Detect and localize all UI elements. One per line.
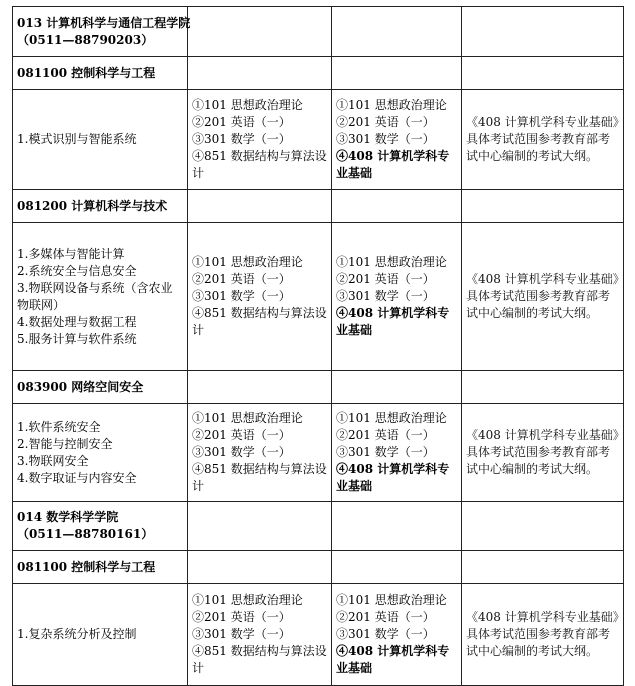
exam-subject: ①101 思想政治理论 xyxy=(192,255,303,269)
empty-cell xyxy=(188,551,332,584)
college-phone: （0511—88790203） xyxy=(17,32,154,47)
exam-subject: ③301 数学（一） xyxy=(192,445,291,459)
remark-cell: 《408 计算机学科专业基础》具体考试范围参考教育部考试中心编制的考试大纲。 xyxy=(462,404,624,502)
exam-subject: ③301 数学（一） xyxy=(336,627,435,641)
table-row xyxy=(13,404,624,502)
exam-subject-408: ④408 计算机学科专业基础 xyxy=(336,306,450,337)
exam-subject: ②201 英语（一） xyxy=(192,115,291,129)
major-name: 081100 控制科学与工程 xyxy=(13,57,188,90)
exam-subject: ③301 数学（一） xyxy=(192,289,291,303)
directions-cell xyxy=(13,584,188,686)
exam-subjects-cell xyxy=(188,404,332,502)
directions-cell xyxy=(13,223,188,371)
exam-subject: ③301 数学（一） xyxy=(192,132,291,146)
direction-item: 5.服务计算与软件系统 xyxy=(17,331,137,346)
exam-subject: ④851 数据结构与算法设计 xyxy=(192,644,327,675)
empty-cell xyxy=(462,190,624,223)
empty-cell xyxy=(332,371,462,404)
remark-cell: 《408 计算机学科专业基础》具体考试范围参考教育部考试中心编制的考试大纲。 xyxy=(462,90,624,190)
exam-subject: ②201 英语（一） xyxy=(336,115,435,129)
major-name: 081100 控制科学与工程 xyxy=(13,551,188,584)
table-row xyxy=(13,7,624,57)
direction-item: 1.复杂系统分析及控制 xyxy=(17,627,137,641)
alt-exam-subjects-cell xyxy=(332,90,462,190)
remark-cell: 《408 计算机学科专业基础》具体考试范围参考教育部考试中心编制的考试大纲。 xyxy=(462,584,624,686)
direction-item: 1.模式识别与智能系统 xyxy=(17,132,137,146)
college-name: 013 计算机科学与通信工程学院 xyxy=(17,15,191,30)
college-cell xyxy=(13,7,191,57)
exam-subject: ①101 思想政治理论 xyxy=(192,98,303,112)
empty-cell xyxy=(188,57,332,90)
table-row xyxy=(13,584,624,686)
exam-subject: ②201 英语（一） xyxy=(192,610,291,624)
exam-subject: ②201 英语（一） xyxy=(336,272,435,286)
empty-cell xyxy=(462,502,624,551)
exam-subject: ④851 数据结构与算法设计 xyxy=(192,462,327,493)
exam-subject: ②201 英语（一） xyxy=(336,610,435,624)
direction-item: 1.多媒体与智能计算 xyxy=(17,246,125,261)
exam-subject: ②201 英语（一） xyxy=(192,428,291,442)
exam-subject: ①101 思想政治理论 xyxy=(192,411,303,425)
direction-item: 2.系统安全与信息安全 xyxy=(17,263,137,278)
empty-cell xyxy=(332,190,462,223)
exam-subject: ③301 数学（一） xyxy=(336,289,435,303)
college-name: 014 数学科学学院 xyxy=(17,510,119,524)
exam-subject: ④851 数据结构与算法设计 xyxy=(192,306,327,337)
college-cell xyxy=(13,502,188,551)
exam-subjects-cell xyxy=(188,223,332,371)
exam-subjects-cell xyxy=(188,90,332,190)
table-row xyxy=(13,223,624,371)
admissions-catalog-table xyxy=(12,6,624,686)
direction-item: 2.智能与控制安全 xyxy=(17,436,113,451)
exam-subject: ②201 英语（一） xyxy=(192,272,291,286)
exam-subject: ④851 数据结构与算法设计 xyxy=(192,149,327,180)
direction-item: 1.软件系统安全 xyxy=(17,419,101,434)
direction-item: 4.数字取证与内容安全 xyxy=(17,470,137,485)
empty-cell xyxy=(332,7,462,57)
empty-cell xyxy=(188,371,332,404)
table-row xyxy=(13,502,624,551)
exam-subject: ②201 英语（一） xyxy=(336,428,435,442)
empty-cell xyxy=(462,57,624,90)
exam-subject-408: ④408 计算机学科专业基础 xyxy=(336,149,450,180)
remark-cell: 《408 计算机学科专业基础》具体考试范围参考教育部考试中心编制的考试大纲。 xyxy=(462,223,624,371)
table-row xyxy=(13,190,624,223)
empty-cell xyxy=(332,57,462,90)
table-row xyxy=(13,551,624,584)
exam-subject: ①101 思想政治理论 xyxy=(192,593,303,607)
exam-subject: ①101 思想政治理论 xyxy=(336,255,447,269)
catalog-body xyxy=(13,7,624,686)
alt-exam-subjects-cell xyxy=(332,223,462,371)
table-row xyxy=(13,371,624,404)
empty-cell xyxy=(462,551,624,584)
empty-cell xyxy=(462,7,624,57)
exam-subject: ①101 思想政治理论 xyxy=(336,411,447,425)
table-row xyxy=(13,90,624,190)
exam-subject: ③301 数学（一） xyxy=(192,627,291,641)
empty-cell xyxy=(188,502,332,551)
empty-cell xyxy=(188,190,332,223)
exam-subject: ③301 数学（一） xyxy=(336,132,435,146)
college-phone: （0511—88780161） xyxy=(17,527,154,541)
direction-item: 3.物联网设备与系统（含农业物联网） xyxy=(17,280,173,312)
major-name: 083900 网络空间安全 xyxy=(13,371,188,404)
empty-cell xyxy=(462,371,624,404)
alt-exam-subjects-cell xyxy=(332,404,462,502)
major-name: 081200 计算机科学与技术 xyxy=(13,190,188,223)
exam-subject-408: ④408 计算机学科专业基础 xyxy=(336,462,450,493)
empty-cell xyxy=(188,7,332,57)
empty-cell xyxy=(332,551,462,584)
exam-subject: ①101 思想政治理论 xyxy=(336,593,447,607)
exam-subjects-cell xyxy=(188,584,332,686)
directions-cell xyxy=(13,404,188,502)
empty-cell xyxy=(332,502,462,551)
direction-item: 4.数据处理与数据工程 xyxy=(17,314,137,329)
exam-subject-408: ④408 计算机学科专业基础 xyxy=(336,644,450,675)
table-row xyxy=(13,57,624,90)
direction-item: 3.物联网安全 xyxy=(17,453,89,468)
exam-subject: ①101 思想政治理论 xyxy=(336,98,447,112)
exam-subject: ③301 数学（一） xyxy=(336,445,435,459)
directions-cell xyxy=(13,90,188,190)
alt-exam-subjects-cell xyxy=(332,584,462,686)
